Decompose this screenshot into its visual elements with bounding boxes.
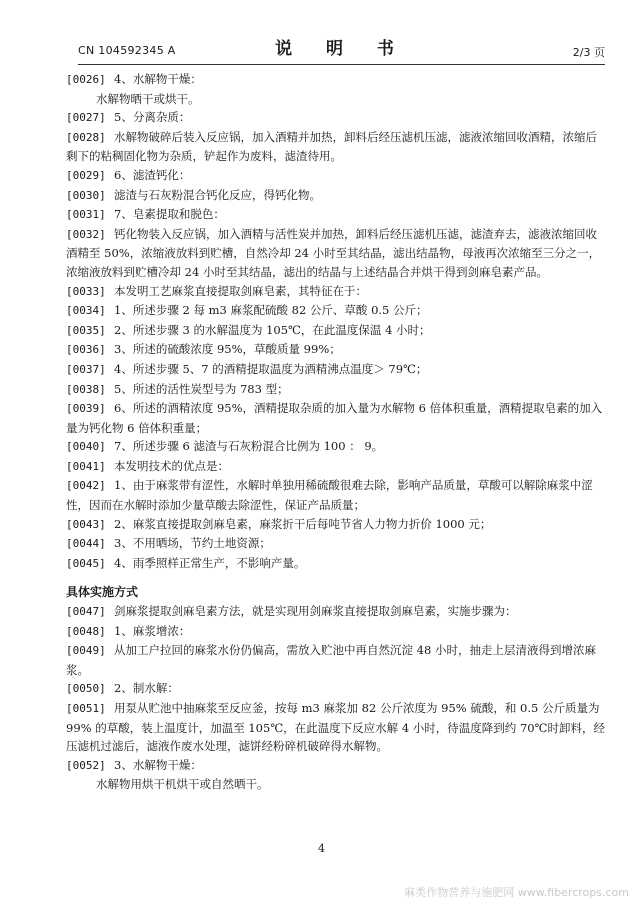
- paragraph-number: [0034]: [66, 304, 106, 318]
- paragraph: [66, 321, 605, 341]
- paragraph: [66, 437, 605, 457]
- paragraph-text: 用泵从贮池中抽麻浆至反应釜，按每 m3 麻浆加 82 公斤浓度为 95% 硫酸，和 0.5 公斤质量为 99% 的草酸，装上温度计，加温至 105℃，在此温度下反应水解 4 小时，待温度降到约 70℃时卸料，经压滤机过滤后，滤液作废水处理，滤饼经粉碎机破碎得水解物。: [66, 701, 605, 754]
- document-body: [66, 70, 605, 794]
- paragraph-text: 7、皂素提取和脱色：: [114, 207, 225, 222]
- paragraph-number: [0041]: [66, 459, 106, 473]
- paragraph-text: 6、滤渣钙化：: [114, 167, 191, 182]
- paragraph: [66, 128, 605, 166]
- paragraph-text: 1、所述步骤 2 每 m3 麻浆配硫酸 82 公斤、草酸 0.5 公斤；: [114, 303, 428, 318]
- paragraph-number: [0038]: [66, 382, 106, 396]
- paragraph-number: [0031]: [66, 208, 106, 222]
- paragraph: [66, 380, 605, 400]
- paragraph: [66, 775, 605, 794]
- paragraph: [66, 70, 605, 90]
- paragraph: [66, 90, 605, 109]
- paragraph-number: [0039]: [66, 402, 106, 416]
- paragraph-number: [0048]: [66, 624, 106, 638]
- paragraph-number: [0028]: [66, 130, 106, 144]
- paragraph-number: [0029]: [66, 168, 106, 182]
- paragraph-text: 4、雨季照样正常生产，不影响产量。: [114, 555, 306, 570]
- paragraph-number: [0033]: [66, 284, 106, 298]
- paragraph: [66, 699, 605, 756]
- paragraph: [66, 476, 605, 514]
- paragraph-number: [0045]: [66, 556, 106, 570]
- paragraph-text: 2、麻浆直接提取剑麻皂素，麻浆折干后每吨节省人力物力折价 1000 元；: [114, 516, 492, 531]
- paragraph-text: 1、麻浆增浓：: [114, 623, 191, 638]
- paragraph-number: [0051]: [66, 702, 106, 715]
- paragraph-text: 1、由于麻浆带有涩性，水解时单独用稀硫酸很难去除，影响产品质量，草酸可以解除麻浆中涩性，因而在水解时添加少量草酸去除涩性，保证产品质量；: [66, 478, 593, 513]
- paragraph-text: 3、不用晒场，节约土地资源；: [114, 536, 271, 551]
- paragraph-text: 5、分离杂质：: [114, 110, 191, 125]
- paragraph: [66, 108, 605, 128]
- paragraph: [66, 602, 605, 622]
- paragraph: [66, 301, 605, 321]
- paragraph-number: [0035]: [66, 323, 106, 337]
- paragraph: [66, 622, 605, 642]
- paragraph-text: 水解物用烘干机烘干或自然晒干。: [96, 777, 269, 792]
- paragraph-number: [0027]: [66, 111, 106, 125]
- section-title: 具体实施方式: [66, 585, 139, 600]
- paragraph: [66, 515, 605, 535]
- paragraph: [66, 186, 605, 206]
- paragraph-text: 本发明技术的优点是：: [114, 458, 229, 473]
- paragraph-list-2: [66, 602, 605, 794]
- paragraph-number: [0036]: [66, 343, 106, 357]
- paragraph: [66, 641, 605, 679]
- paragraph: [66, 340, 605, 360]
- paragraph-text: 4、水解物干燥：: [114, 72, 202, 86]
- paragraph-text: 6、所述的酒精浓度 95%，酒精提取杂质的加入量为水解物 6 倍体积重量，酒精提取皂素的加入量为钙化物 6 倍体积重量；: [66, 401, 603, 435]
- paragraph-number: [0049]: [66, 644, 106, 658]
- paragraph-number: [0026]: [66, 73, 106, 86]
- paragraph: [66, 282, 605, 302]
- paragraph-number: [0052]: [66, 758, 106, 772]
- paragraph: [66, 554, 605, 574]
- paragraph-text: 3、水解物干燥：: [114, 757, 202, 772]
- paragraph: [66, 225, 605, 282]
- paragraph: [66, 360, 605, 380]
- paragraph-text: 钙化物装入反应锅，加入酒精与活性炭并加热，卸料后经压滤机压滤，滤渣弃去，滤液浓缩回收酒精至 50%，浓缩液放料到贮槽，自然冷却 24 小时至其结晶，滤出结晶物，母液再次浓缩至三分之一，浓缩液放料到贮槽冷却 24 小时至其结晶，滤出的结晶与上述结晶合并烘干得到剑麻皂素产品。: [66, 226, 601, 279]
- paragraph-number: [0043]: [66, 517, 106, 531]
- paragraph: [66, 399, 605, 437]
- paragraph-text: 水解物破碎后装入反应锅，加入酒精并加热，卸料后经压滤机压滤，滤液浓缩回收酒精，浓缩后剩下的粘稠固化物为杂质，铲起作为废料，滤渣待用。: [66, 129, 597, 164]
- paragraph-number: [0030]: [66, 188, 106, 202]
- paragraph-text: 2、所述步骤 3 的水解温度为 105℃，在此温度保温 4 小时；: [114, 322, 431, 337]
- paragraph-text: 从加工户拉回的麻浆水份仍偏高，需放入贮池中再自然沉淀 48 小时，抽走上层清液得到增浓麻浆。: [66, 643, 596, 677]
- paragraph-number: [0050]: [66, 682, 106, 696]
- paragraph-number: [0044]: [66, 537, 106, 551]
- paragraph-number: [0032]: [66, 227, 106, 241]
- paragraph-text: 4、所述步骤 5、7 的酒精提取温度为酒精沸点温度＞ 79℃；: [114, 361, 428, 376]
- paragraph-number: [0040]: [66, 440, 106, 454]
- page-header: [78, 34, 605, 64]
- document-number: CN 104592345 A: [78, 44, 176, 57]
- paragraph-text: 7、所述步骤 6 滤渣与石灰粉混合比例为 100 ： 9。: [114, 439, 384, 454]
- page-info: 2/3 页: [572, 46, 605, 59]
- paragraph: [66, 457, 605, 477]
- paragraph-number: [0042]: [66, 479, 106, 493]
- paragraph-list: [66, 70, 605, 573]
- paragraph-number: [0047]: [66, 605, 106, 619]
- paragraph-text: 滤渣与石灰粉混合钙化反应，得钙化物。: [114, 187, 321, 202]
- paragraph-text: 3、所述的硫酸浓度 95%，草酸质量 99%；: [114, 342, 341, 357]
- paragraph-number: [0037]: [66, 362, 106, 376]
- paragraph: [66, 679, 605, 699]
- paragraph: [66, 756, 605, 776]
- paragraph-text: 剑麻浆提取剑麻皂素方法，就是实现用剑麻浆直接提取剑麻皂素，实施步骤为：: [114, 604, 517, 619]
- paragraph-text: 本发明工艺麻浆直接提取剑麻皂素，其特征在于：: [114, 283, 367, 298]
- document-title: 说 明 书: [275, 39, 408, 59]
- paragraph: [66, 166, 605, 186]
- paragraph: [66, 534, 605, 554]
- paragraph: [66, 205, 605, 225]
- page-number: 4: [318, 842, 325, 855]
- paragraph-text: 2、制水解：: [114, 681, 179, 696]
- header-divider: [78, 64, 605, 65]
- paragraph-text: 5、所述的活性炭型号为 783 型；: [114, 381, 289, 396]
- paragraph-text: 水解物晒干或烘干。: [96, 91, 200, 106]
- watermark: 麻类作物营养与施肥网 www.fibercrops.com: [404, 886, 629, 899]
